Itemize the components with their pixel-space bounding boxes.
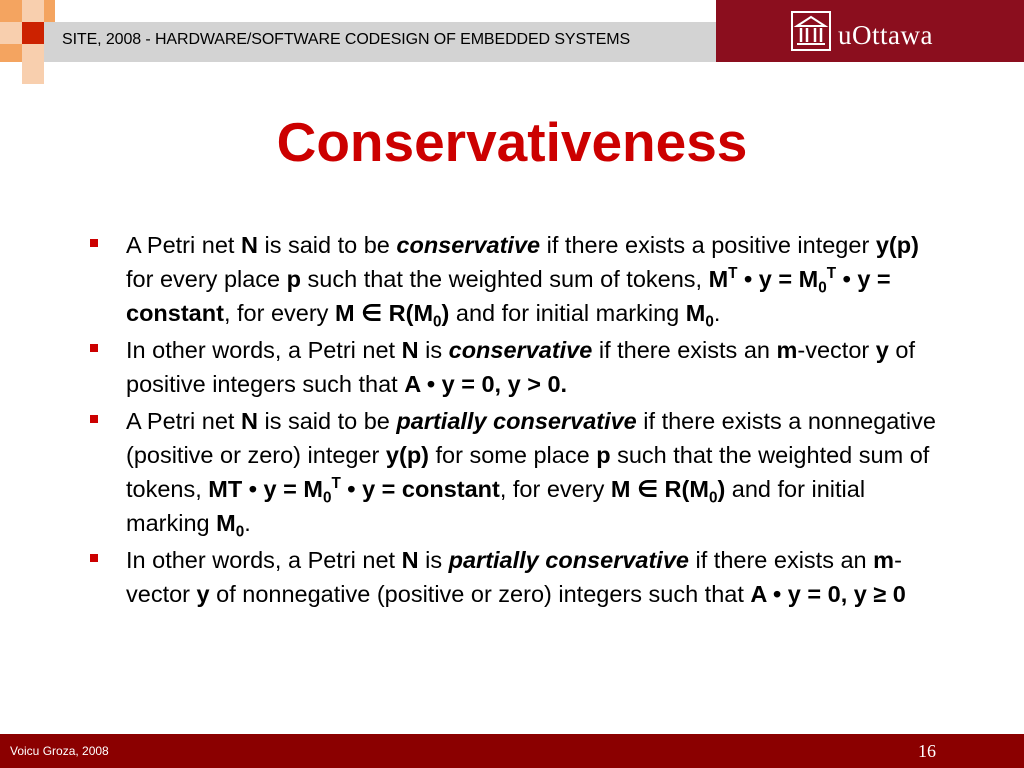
bullet-segment: is xyxy=(418,547,449,573)
bullet-segment: A • y = 0, y > 0. xyxy=(404,371,568,397)
bullet-segment: 0 xyxy=(235,523,245,541)
bullet-segment: for every place xyxy=(126,266,287,292)
bullet-segment: 0 xyxy=(433,313,442,331)
bullet-segment: T xyxy=(728,265,738,283)
bullet-segment: MT • y = M xyxy=(208,476,323,502)
bullet-segment: A Petri net xyxy=(126,408,241,434)
bullet-segment: M xyxy=(216,510,236,536)
bullet-segment: A • y = 0, y ≥ 0 xyxy=(750,581,906,607)
bullet-list xyxy=(86,228,946,614)
bullet-segment: conservative xyxy=(448,337,593,363)
slide-title: Conservativeness xyxy=(276,111,748,173)
decor-square xyxy=(22,0,44,22)
square-bullet-icon xyxy=(90,344,98,352)
bullet-segment: and for initial marking xyxy=(126,476,866,536)
bullet-segment: is said to be xyxy=(257,408,397,434)
bullet-segment: -vector xyxy=(797,337,876,363)
bullet-segment: such that the weighted sum of tokens, xyxy=(126,442,930,502)
bullet-segment: for some place xyxy=(429,442,597,468)
bullet-segment: N xyxy=(401,337,419,363)
course-title: SITE, 2008 - HARDWARE/SOFTWARE CODESIGN OF EMBEDDED SYSTEMS xyxy=(62,31,631,48)
bullet-item xyxy=(86,228,946,330)
bullet-segment: y xyxy=(875,337,889,363)
bullet-segment: N xyxy=(240,232,258,258)
bullet-segment: of positive integers such that xyxy=(126,337,915,397)
bullet-segment: if there exists a positive integer xyxy=(540,232,876,258)
bullet-segment: M xyxy=(685,300,706,326)
decor-square xyxy=(44,0,55,22)
bullet-segment: y(p) xyxy=(385,442,429,468)
square-bullet-icon xyxy=(90,554,98,562)
bullet-segment: 0 xyxy=(322,489,332,507)
bullet-segment: if there exists an xyxy=(592,337,777,363)
page-number: 16 xyxy=(918,741,936,761)
university-logo-text: uOttawa xyxy=(838,20,933,50)
square-bullet-icon xyxy=(90,415,98,423)
bullet-text xyxy=(126,228,946,330)
bullet-segment: N xyxy=(240,408,258,434)
bullet-segment: conservative xyxy=(396,232,541,258)
decor-square xyxy=(0,22,22,44)
bullet-segment: -vector xyxy=(126,547,902,607)
bullet-segment: of nonnegative (positive or zero) integers such that xyxy=(209,581,751,607)
bullet-segment: T xyxy=(826,265,837,283)
bullet-segment: partially conservative xyxy=(448,547,689,573)
decor-square xyxy=(22,62,44,84)
decor-square xyxy=(0,44,22,62)
bullet-segment: and for initial marking xyxy=(449,300,686,326)
bullet-segment: , for every xyxy=(499,476,611,502)
bullet-segment: M ∈ R(M xyxy=(334,300,434,326)
bullet-segment: partially conservative xyxy=(396,408,637,434)
bullet-segment: In other words, a Petri net xyxy=(126,337,402,363)
bullet-segment: 0 xyxy=(818,279,827,297)
bullet-segment: ) xyxy=(441,300,450,326)
bullet-text xyxy=(126,404,946,540)
bullet-segment: if there exists an xyxy=(688,547,874,573)
bullet-item xyxy=(86,404,946,540)
bullet-item xyxy=(86,543,946,611)
decor-square xyxy=(0,0,22,22)
bullet-segment: m xyxy=(776,337,798,363)
decor-square xyxy=(22,44,44,62)
bullet-segment: In other words, a Petri net xyxy=(126,547,402,573)
square-bullet-icon xyxy=(90,239,98,247)
bullet-segment: y(p) xyxy=(875,232,919,258)
bullet-segment: A Petri net xyxy=(126,232,241,258)
bullet-segment: • y = constant xyxy=(126,266,891,326)
bullet-item xyxy=(86,333,946,401)
bullet-segment: is xyxy=(418,337,449,363)
bullet-segment: • y = constant xyxy=(340,476,500,502)
bullet-segment: . xyxy=(713,300,721,326)
bullet-segment: such that the weighted sum of tokens, xyxy=(301,266,709,292)
bullet-segment: m xyxy=(873,547,895,573)
bullet-segment: . xyxy=(244,510,251,536)
bullet-segment: 0 xyxy=(708,489,718,507)
footer-bar xyxy=(0,734,1024,768)
bullet-segment: p xyxy=(286,266,302,292)
bullet-segment: ) xyxy=(717,476,726,502)
bullet-segment: p xyxy=(596,442,611,468)
bullet-segment: 0 xyxy=(705,313,714,331)
bullet-segment: N xyxy=(401,547,419,573)
decor-square xyxy=(22,22,44,44)
bullet-segment: M ∈ R(M xyxy=(610,476,709,502)
bullet-segment: • y = M xyxy=(737,266,819,292)
footer-author: Voicu Groza, 2008 xyxy=(10,744,109,758)
bullet-text xyxy=(126,543,946,611)
university-building-icon xyxy=(790,10,832,52)
bullet-text xyxy=(126,333,946,401)
bullet-segment: if there exists a nonnegative (positive or zero) integer xyxy=(126,408,936,468)
bullet-segment: T xyxy=(331,475,341,493)
bullet-segment: is said to be xyxy=(257,232,397,258)
bullet-segment: , for every xyxy=(223,300,335,326)
bullet-segment: M xyxy=(708,266,729,292)
bullet-segment: y xyxy=(196,581,210,607)
